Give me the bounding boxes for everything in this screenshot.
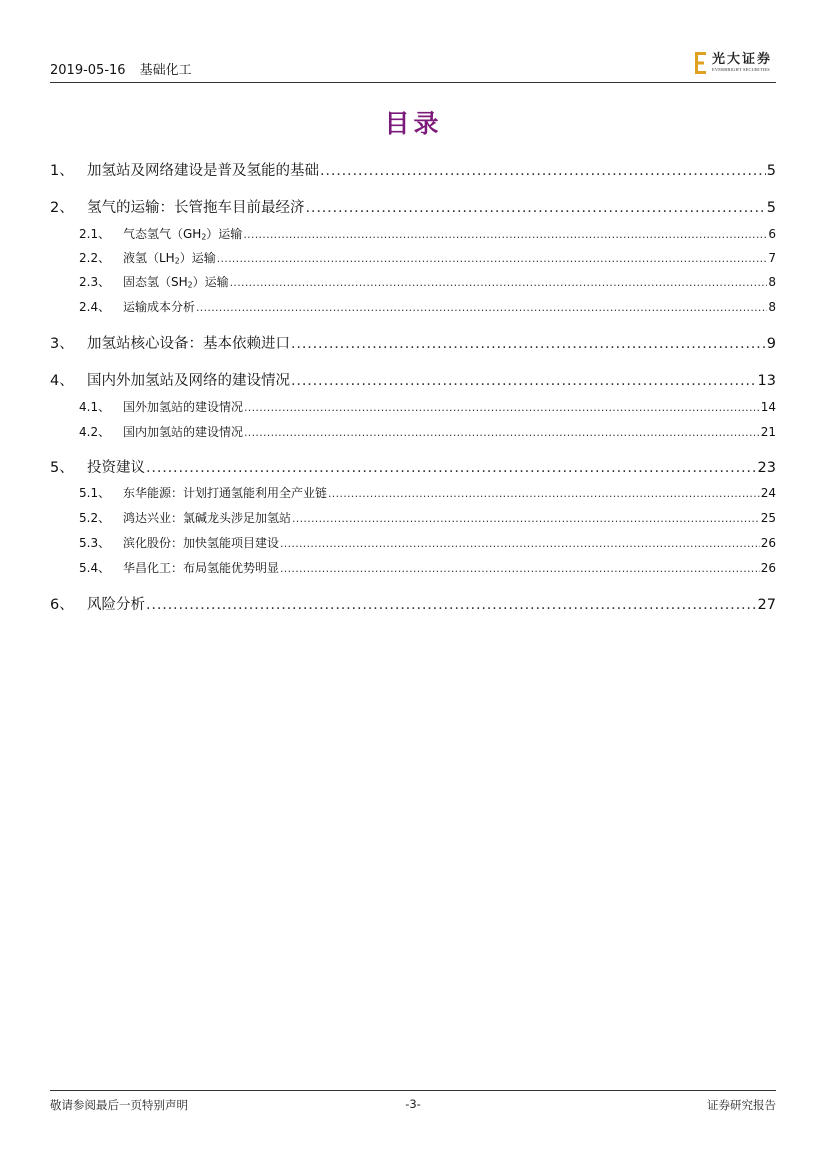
toc-leader <box>280 562 760 575</box>
toc-page: 7 <box>768 251 776 265</box>
toc-label: 国外加氢站的建设情况 <box>123 400 244 414</box>
everbright-logo-icon <box>695 52 707 74</box>
footer-page-number: -3- <box>405 1097 421 1111</box>
toc-page: 14 <box>760 400 776 414</box>
toc-page: 13 <box>757 373 776 389</box>
toc-leader <box>328 487 760 500</box>
toc-leader <box>217 252 768 265</box>
toc-entry-5[interactable] <box>50 456 776 478</box>
toc-number: 6、 <box>50 597 74 613</box>
toc-label: 运输成本分析 <box>123 300 196 314</box>
toc-page: 26 <box>760 536 776 550</box>
toc-number: 5.3、 <box>79 536 111 550</box>
toc-page: 8 <box>768 275 776 289</box>
toc-label: 滨化股份：加快氢能项目建设 <box>123 536 280 550</box>
toc-label: 气态氢气$(GH_2)$运输 <box>123 227 243 242</box>
toc-entry-5-2[interactable] <box>79 509 776 527</box>
toc-number: 4.1、 <box>79 400 111 414</box>
toc-label: 投资建议 <box>87 460 145 476</box>
toc-page: 26 <box>760 561 776 575</box>
company-logo <box>695 50 772 76</box>
toc-label: 氢气的运输：长管拖车目前最经济 <box>87 200 305 216</box>
toc-leader <box>196 301 767 314</box>
toc-number: 2.2、 <box>79 251 111 265</box>
toc-page: 25 <box>760 511 776 525</box>
toc-number: 4.2、 <box>79 425 111 439</box>
logo-chinese-name: 光大证券 <box>711 52 772 68</box>
toc-leader <box>244 401 760 414</box>
toc-entry-2-2[interactable] <box>79 249 776 267</box>
toc-page: 5 <box>766 200 776 216</box>
toc-number: 1、 <box>50 163 74 179</box>
header-info <box>50 59 206 78</box>
report-sector: 基础化工 <box>139 63 192 78</box>
toc-leader <box>292 512 760 525</box>
toc-entry-4-1[interactable] <box>79 398 776 416</box>
toc-entry-2-4[interactable] <box>79 298 776 316</box>
page-footer <box>50 1090 776 1121</box>
toc-label: 加氢站核心设备：基本依赖进口 <box>87 336 290 352</box>
toc-entry-4[interactable] <box>50 369 776 391</box>
footer-report-type: 证券研究报告 <box>707 1098 776 1112</box>
toc-label: 鸿达兴业：氯碱龙头涉足加氢站 <box>123 511 292 525</box>
toc-entry-5-1[interactable] <box>79 484 776 502</box>
toc-label: 国内外加氢站及网络的建设情况 <box>87 373 290 389</box>
toc-entry-4-2[interactable] <box>79 423 776 441</box>
toc-entry-1[interactable] <box>50 159 776 181</box>
toc-number: 2、 <box>50 200 74 216</box>
toc-leader <box>280 537 760 550</box>
toc-entry-3[interactable] <box>50 332 776 354</box>
toc-label: 风险分析 <box>87 597 145 613</box>
toc-label: 东华能源：计划打通氢能利用全产业链 <box>123 486 328 500</box>
toc-number: 3、 <box>50 336 74 352</box>
toc-leader <box>230 276 768 289</box>
toc-leader <box>306 200 766 216</box>
toc-label: 国内加氢站的建设情况 <box>123 425 244 439</box>
toc-entry-5-4[interactable] <box>79 559 776 577</box>
toc-leader <box>146 597 757 613</box>
toc-page: 24 <box>760 486 776 500</box>
toc-leader <box>291 373 757 389</box>
toc-page: 5 <box>766 163 776 179</box>
toc-entry-2[interactable] <box>50 196 776 218</box>
toc-label: 华昌化工：布局氢能优势明显 <box>123 561 280 575</box>
toc-number: 2.1、 <box>79 227 111 241</box>
toc-number: 4、 <box>50 373 74 389</box>
toc-leader <box>291 336 766 352</box>
toc-number: 5.2、 <box>79 511 111 525</box>
toc-page: 9 <box>766 336 776 352</box>
toc-leader <box>244 426 760 439</box>
footer-disclaimer: 敬请参阅最后一页特别声明 <box>50 1098 188 1112</box>
toc-number: 5、 <box>50 460 74 476</box>
toc-page: 8 <box>768 300 776 314</box>
toc-leader <box>146 460 757 476</box>
toc-entry-5-3[interactable] <box>79 534 776 552</box>
toc-page: 27 <box>757 597 776 613</box>
toc-number: 5.4、 <box>79 561 111 575</box>
toc-page: 21 <box>760 425 776 439</box>
toc-number: 5.1、 <box>79 486 111 500</box>
toc-number: 2.3、 <box>79 275 111 289</box>
toc-number: 2.4、 <box>79 300 111 314</box>
toc-leader <box>320 163 766 179</box>
toc-label: 固态氢$(SH_2)$运输 <box>123 275 229 290</box>
logo-english-name: EVERBRIGHT SECURITIES <box>711 67 770 73</box>
toc-entry-2-3[interactable] <box>79 273 776 291</box>
toc-page: 6 <box>768 227 776 241</box>
toc-entry-6[interactable] <box>50 593 776 615</box>
toc-label: 液氢$(LH_2)$运输 <box>123 251 216 266</box>
report-date: 2019-05-16 <box>50 63 126 78</box>
page-header <box>50 48 776 83</box>
toc-leader <box>243 228 767 241</box>
toc-label: 加氢站及网络建设是普及氢能的基础 <box>87 163 319 179</box>
toc-title: 目录 <box>384 109 443 138</box>
toc-page: 23 <box>757 460 776 476</box>
toc-entry-2-1[interactable] <box>79 225 776 243</box>
